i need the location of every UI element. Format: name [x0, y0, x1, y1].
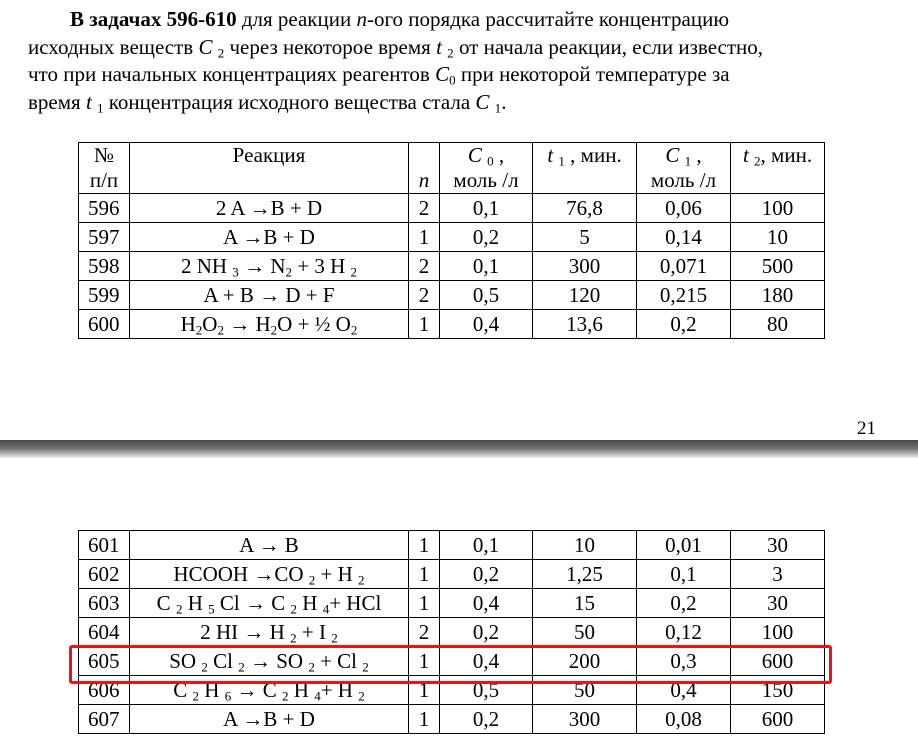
reaction-equation: C $_2$ H $_5$ Cl → C $_2$ H $_4$+ HCl: [130, 589, 409, 618]
table-row-607: [79, 705, 825, 734]
time-t2: 10: [731, 223, 825, 252]
table-row-599: [79, 281, 825, 310]
reaction-table-page-2: [78, 530, 825, 734]
time-t2: 30: [731, 589, 825, 618]
time-t2: 150: [731, 676, 825, 705]
initial-concentration: 0,1: [440, 531, 533, 560]
highlight-box-row-605: [69, 645, 832, 684]
reaction-equation: 2 A →B + D: [130, 194, 409, 223]
time-t1: 10: [533, 531, 637, 560]
concentration-c1: 0,01: [637, 531, 731, 560]
reaction-order: 1: [409, 676, 440, 705]
reaction-order: 1: [409, 531, 440, 560]
reaction-equation: A →B + D: [130, 705, 409, 734]
concentration-c1: 0,2: [637, 310, 731, 339]
concentration-c1: 0,1: [637, 560, 731, 589]
intro-line-4: время t $_1$ концентрация исходного вещества стала C $_1$.: [28, 89, 507, 115]
reaction-equation: $H_2O_2 \to H_2O$ + ½ $O_2$: [130, 310, 409, 339]
reaction-order: 1: [409, 223, 440, 252]
time-t2: 500: [731, 252, 825, 281]
concentration-c1: 0,12: [637, 618, 731, 647]
time-t2: 600: [731, 647, 825, 676]
row-number: 600: [79, 310, 130, 339]
reaction-equation: A →B + D: [130, 223, 409, 252]
page-number: 21: [857, 418, 876, 439]
row-number: 602: [79, 560, 130, 589]
header-order: n: [409, 168, 440, 194]
concentration-c1: 0,071: [637, 252, 731, 281]
time-t1: 5: [533, 223, 637, 252]
page-cutoff: [0, 736, 918, 744]
header-c1-unit: моль /л: [637, 168, 731, 194]
time-t1: 200: [533, 647, 637, 676]
time-t2: 30: [731, 531, 825, 560]
reaction-table-page-1: [78, 142, 825, 339]
time-t1: 50: [533, 676, 637, 705]
reaction-order: 1: [409, 560, 440, 589]
reaction-order: 1: [409, 310, 440, 339]
initial-concentration: 0,4: [440, 647, 533, 676]
row-number: 605: [79, 647, 130, 676]
problem-range-bold: В задачах 596-610: [70, 7, 237, 31]
header-reaction: Реакция: [130, 143, 409, 169]
initial-concentration: 0,2: [440, 560, 533, 589]
reaction-order: 1: [409, 705, 440, 734]
initial-concentration: 0,5: [440, 676, 533, 705]
initial-concentration: 0,4: [440, 310, 533, 339]
concentration-c1: 0,14: [637, 223, 731, 252]
table-body-page-1: [79, 194, 825, 339]
concentration-c1: 0,215: [637, 281, 731, 310]
initial-concentration: 0,2: [440, 618, 533, 647]
intro-line-2: исходных веществ C $_2$ через некоторое время t $_2$ от начала реакции, если известно,: [28, 34, 764, 60]
initial-concentration: 0,2: [440, 705, 533, 734]
row-number: 604: [79, 618, 130, 647]
reaction-equation: 2 NH $_3 \to N_2 + 3$ H $_2$: [130, 252, 409, 281]
reaction-equation: HCOOH →CO $_2$ + H $_2$: [130, 560, 409, 589]
concentration-c1: 0,2: [637, 589, 731, 618]
initial-concentration: 0,1: [440, 252, 533, 281]
table-row-604: [79, 618, 825, 647]
initial-concentration: 0,1: [440, 194, 533, 223]
time-t2: 3: [731, 560, 825, 589]
table-body-page-2: [79, 531, 825, 734]
reaction-order: 2: [409, 252, 440, 281]
header-t1: t $_1$ , мин.: [533, 143, 637, 169]
time-t2: 600: [731, 705, 825, 734]
table-row-602: [79, 560, 825, 589]
header-number: №: [79, 143, 130, 169]
table-row-596: [79, 194, 825, 223]
table-row-600: [79, 310, 825, 339]
time-t1: 15: [533, 589, 637, 618]
header-c1: C $_1$ ,: [637, 143, 731, 169]
header-c0-unit: моль /л: [440, 168, 533, 194]
reaction-order: 2: [409, 618, 440, 647]
intro-line-1: В задачах 596-610 для реакции n-ого порядка рассчитайте концентрацию: [70, 7, 730, 31]
row-number: 597: [79, 223, 130, 252]
time-t2: 100: [731, 194, 825, 223]
time-t1: 13,6: [533, 310, 637, 339]
row-number: 607: [79, 705, 130, 734]
concentration-c1: 0,06: [637, 194, 731, 223]
time-t2: 100: [731, 618, 825, 647]
time-t2: 180: [731, 281, 825, 310]
time-t1: 50: [533, 618, 637, 647]
reaction-equation: 2 HI → H $_2$ + I $_2$: [130, 618, 409, 647]
concentration-c1: 0,4: [637, 676, 731, 705]
header-c0: C $_0$ ,: [440, 143, 533, 169]
reaction-order: 1: [409, 589, 440, 618]
reaction-order: 1: [409, 647, 440, 676]
table-row-597: [79, 223, 825, 252]
intro-line-3: что при начальных концентрациях реагентов $C_0$ при некоторой температуре за: [28, 62, 730, 88]
reaction-equation: A + B → D + F: [130, 281, 409, 310]
row-number: 599: [79, 281, 130, 310]
row-number: 606: [79, 676, 130, 705]
row-number: 596: [79, 194, 130, 223]
table-header: [79, 143, 825, 194]
initial-concentration: 0,4: [440, 589, 533, 618]
initial-concentration: 0,2: [440, 223, 533, 252]
reaction-equation: SO $_2$ Cl $_2$ → SO $_2$ + Cl $_2$: [130, 647, 409, 676]
row-number: 601: [79, 531, 130, 560]
concentration-c1: 0,08: [637, 705, 731, 734]
reaction-equation: A → B: [130, 531, 409, 560]
time-t1: 120: [533, 281, 637, 310]
problem-statement: [28, 6, 908, 116]
table-row-598: [79, 252, 825, 281]
table-row-601: [79, 531, 825, 560]
time-t1: 300: [533, 705, 637, 734]
row-number: 603: [79, 589, 130, 618]
header-t2: t $_2$, мин.: [731, 143, 825, 169]
reaction-order: 2: [409, 194, 440, 223]
time-t1: 1,25: [533, 560, 637, 589]
initial-concentration: 0,5: [440, 281, 533, 310]
concentration-c1: 0,3: [637, 647, 731, 676]
reaction-order: 2: [409, 281, 440, 310]
table-row-603: [79, 589, 825, 618]
reaction-equation: C $_2$ H $_6$ → C $_2$ H $_4$+ H $_2$: [130, 676, 409, 705]
time-t2: 80: [731, 310, 825, 339]
page-separator: [0, 440, 918, 458]
row-number: 598: [79, 252, 130, 281]
time-t1: 76,8: [533, 194, 637, 223]
time-t1: 300: [533, 252, 637, 281]
header-number-sub: п/п: [79, 168, 130, 194]
